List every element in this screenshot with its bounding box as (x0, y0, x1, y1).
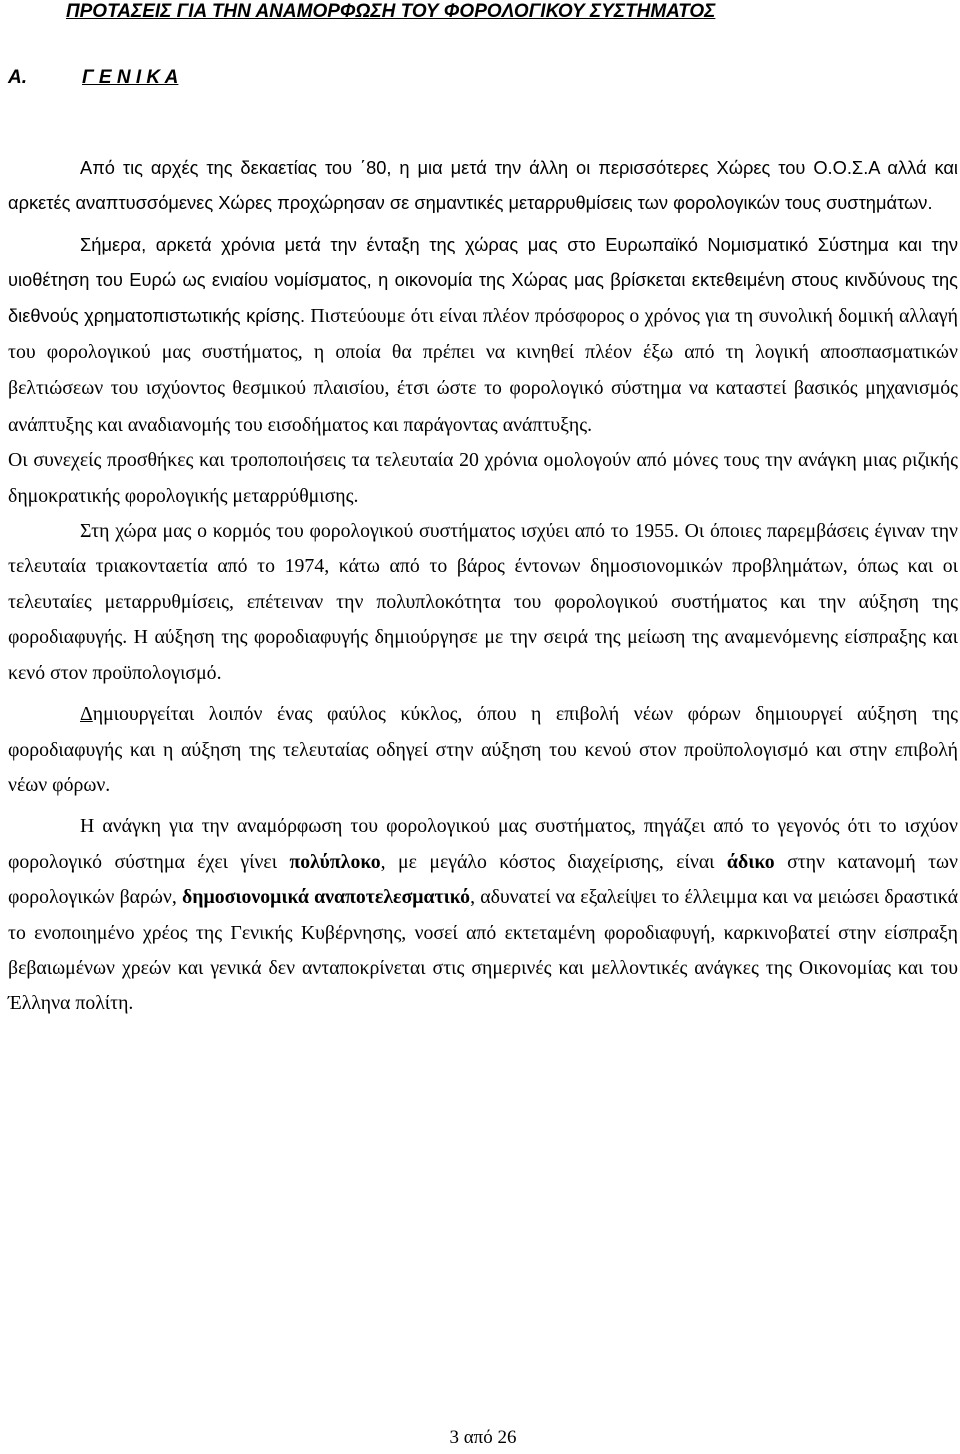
paragraph-4 (8, 514, 958, 691)
paragraph-5 (8, 697, 958, 803)
paragraph-6-bold-ineffective: δημοσιονομικά αναποτελεσματικό (181, 886, 471, 909)
section-heading (8, 66, 178, 90)
page-number-footer: 3 από 26 (449, 1427, 517, 1448)
paragraph-6-bold-unfair: άδικο (726, 850, 775, 873)
paragraph-6-bold-complex: πολύπλοκο (289, 850, 381, 873)
paragraph-1 (8, 150, 958, 221)
paragraph-6-part-g: , αδυνατεί να εξαλείψει το έλλειμμα και να μειώσει δραστικά το ενοποιημένο χρέος της Γενικής Κυβέρνησης, νοσεί από εκτεταμένη φοροδιαφυγή, καρκινοβατεί στην είσπραξη βεβαιωμένων χρεών και γενικά δεν ανταποκρίνεται στις σημερινές και μελλοντικές ανάγκες της Οικονομίας και του Έλληνα πολίτη. (8, 886, 958, 1015)
paragraph-6-part-a: Η ανάγκη για την αναμόρφωση του φορολογικού μας συστήματος, πηγάζει από το γεγονός ότι το ισχύον φορολογικό σύστημα έχει γίνει (8, 815, 958, 873)
document-page (8, 0, 958, 1454)
paragraph-1-text: Από τις αρχές της δεκαετίας του ΄80, η μια μετά την άλλη οι περισσότερες Χώρες του Ο.Ο.Σ.Α αλλά και αρκετές αναπτυσσόμενες Χώρες προχώρησαν σε σημαντικές μεταρρυθμίσεις των φορολογικών τους συστημάτων. (8, 157, 958, 214)
paragraph-5-text: ημιουργείται λοιπόν ένας φαύλος κύκλος, όπου η επιβολή νέων φόρων δημιουργεί αύξηση της φοροδιαφυγής και η αύξηση της τελευταίας οδηγεί στην αύξηση του κενού στον προϋπολογισμό και στην επιβολή νέων φόρων. (8, 703, 958, 796)
document-title: ΠΡΟΤΑΣΕΙΣ ΓΙΑ ΤΗΝ ΑΝΑΜΟΡΦΩΣΗ ΤΟΥ ΦΟΡΟΛΟΓΙΚΟΥ ΣΥΣΤΗΜΑΤΟΣ (66, 1, 716, 22)
paragraph-3-text: Οι συνεχείς προσθήκες και τροποποιήσεις τα τελευταία 20 χρόνια ομολογούν από μόνες τους την ανάγκη μιας ριζικής δημοκρατικής φορολογικής μεταρρύθμισης. (8, 449, 958, 507)
paragraph-6-part-c: , με μεγάλο κόστος διαχείρισης, είναι (380, 850, 727, 873)
paragraph-2 (8, 227, 958, 443)
paragraph-4-text: Στη χώρα μας ο κορμός του φορολογικού συστήματος ισχύει από το 1955. Οι όποιες παρεμβάσεις έγιναν την τελευταία τριακονταετία από το 1974, κάτω από το βάρος έντονων δημοσιονομικών προβλημάτων, όπως και οι τελευταίες μεταρρυθμίσεις, επέτειναν την πολυπλοκότητα του φορολογικού συστήματος και την αύξηση της φοροδιαφυγής. Η αύξηση της φοροδιαφυγής δημιούργησε με την σειρά της μείωση της αναμενόμενης είσπραξης και κενό στον προϋπολογισμό. (8, 520, 958, 684)
document-body (8, 150, 958, 1022)
paragraph-3 (8, 443, 958, 514)
section-title: Γ Ε Ν Ι Κ Α (82, 67, 179, 88)
paragraph-6 (8, 809, 958, 1021)
paragraph-2-text: Σήμερα, αρκετά χρόνια μετά την ένταξη της χώρας μας στο Ευρωπαϊκό Νομισματικό Σύστημα και την υιοθέτηση του Ευρώ ως ενιαίου νομίσματος, η οικονομία της Χώρας μας βρίσκεται εκτεθειμένη στους κινδύνους της διεθνούς χρηματοπιστωτικής κρίσης. (8, 233, 958, 326)
paragraph-5-initial: Δ (80, 703, 93, 726)
section-number: Α. (8, 67, 27, 88)
paragraph-6-part-e: στην κατανομή των φορολογικών βαρών, (8, 850, 958, 909)
paragraph-2-continuation: Πιστεύουμε ότι είναι πλέον πρόσφορος ο χρόνος για τη συνολική δομική αλλαγή του φορολογικού μας συστήματος, η οποία θα πρέπει να κινηθεί πλέον έξω από τη λογική αποσπασματικών βελτιώσεων του ισχύοντος θεσμικού πλαισίου, έτσι ώστε το φορολογικό σύστημα να καταστεί βασικός μηχανισμός ανάπτυξης και αναδιανομής του εισοδήματος και παράγοντας ανάπτυξης. (8, 304, 958, 436)
